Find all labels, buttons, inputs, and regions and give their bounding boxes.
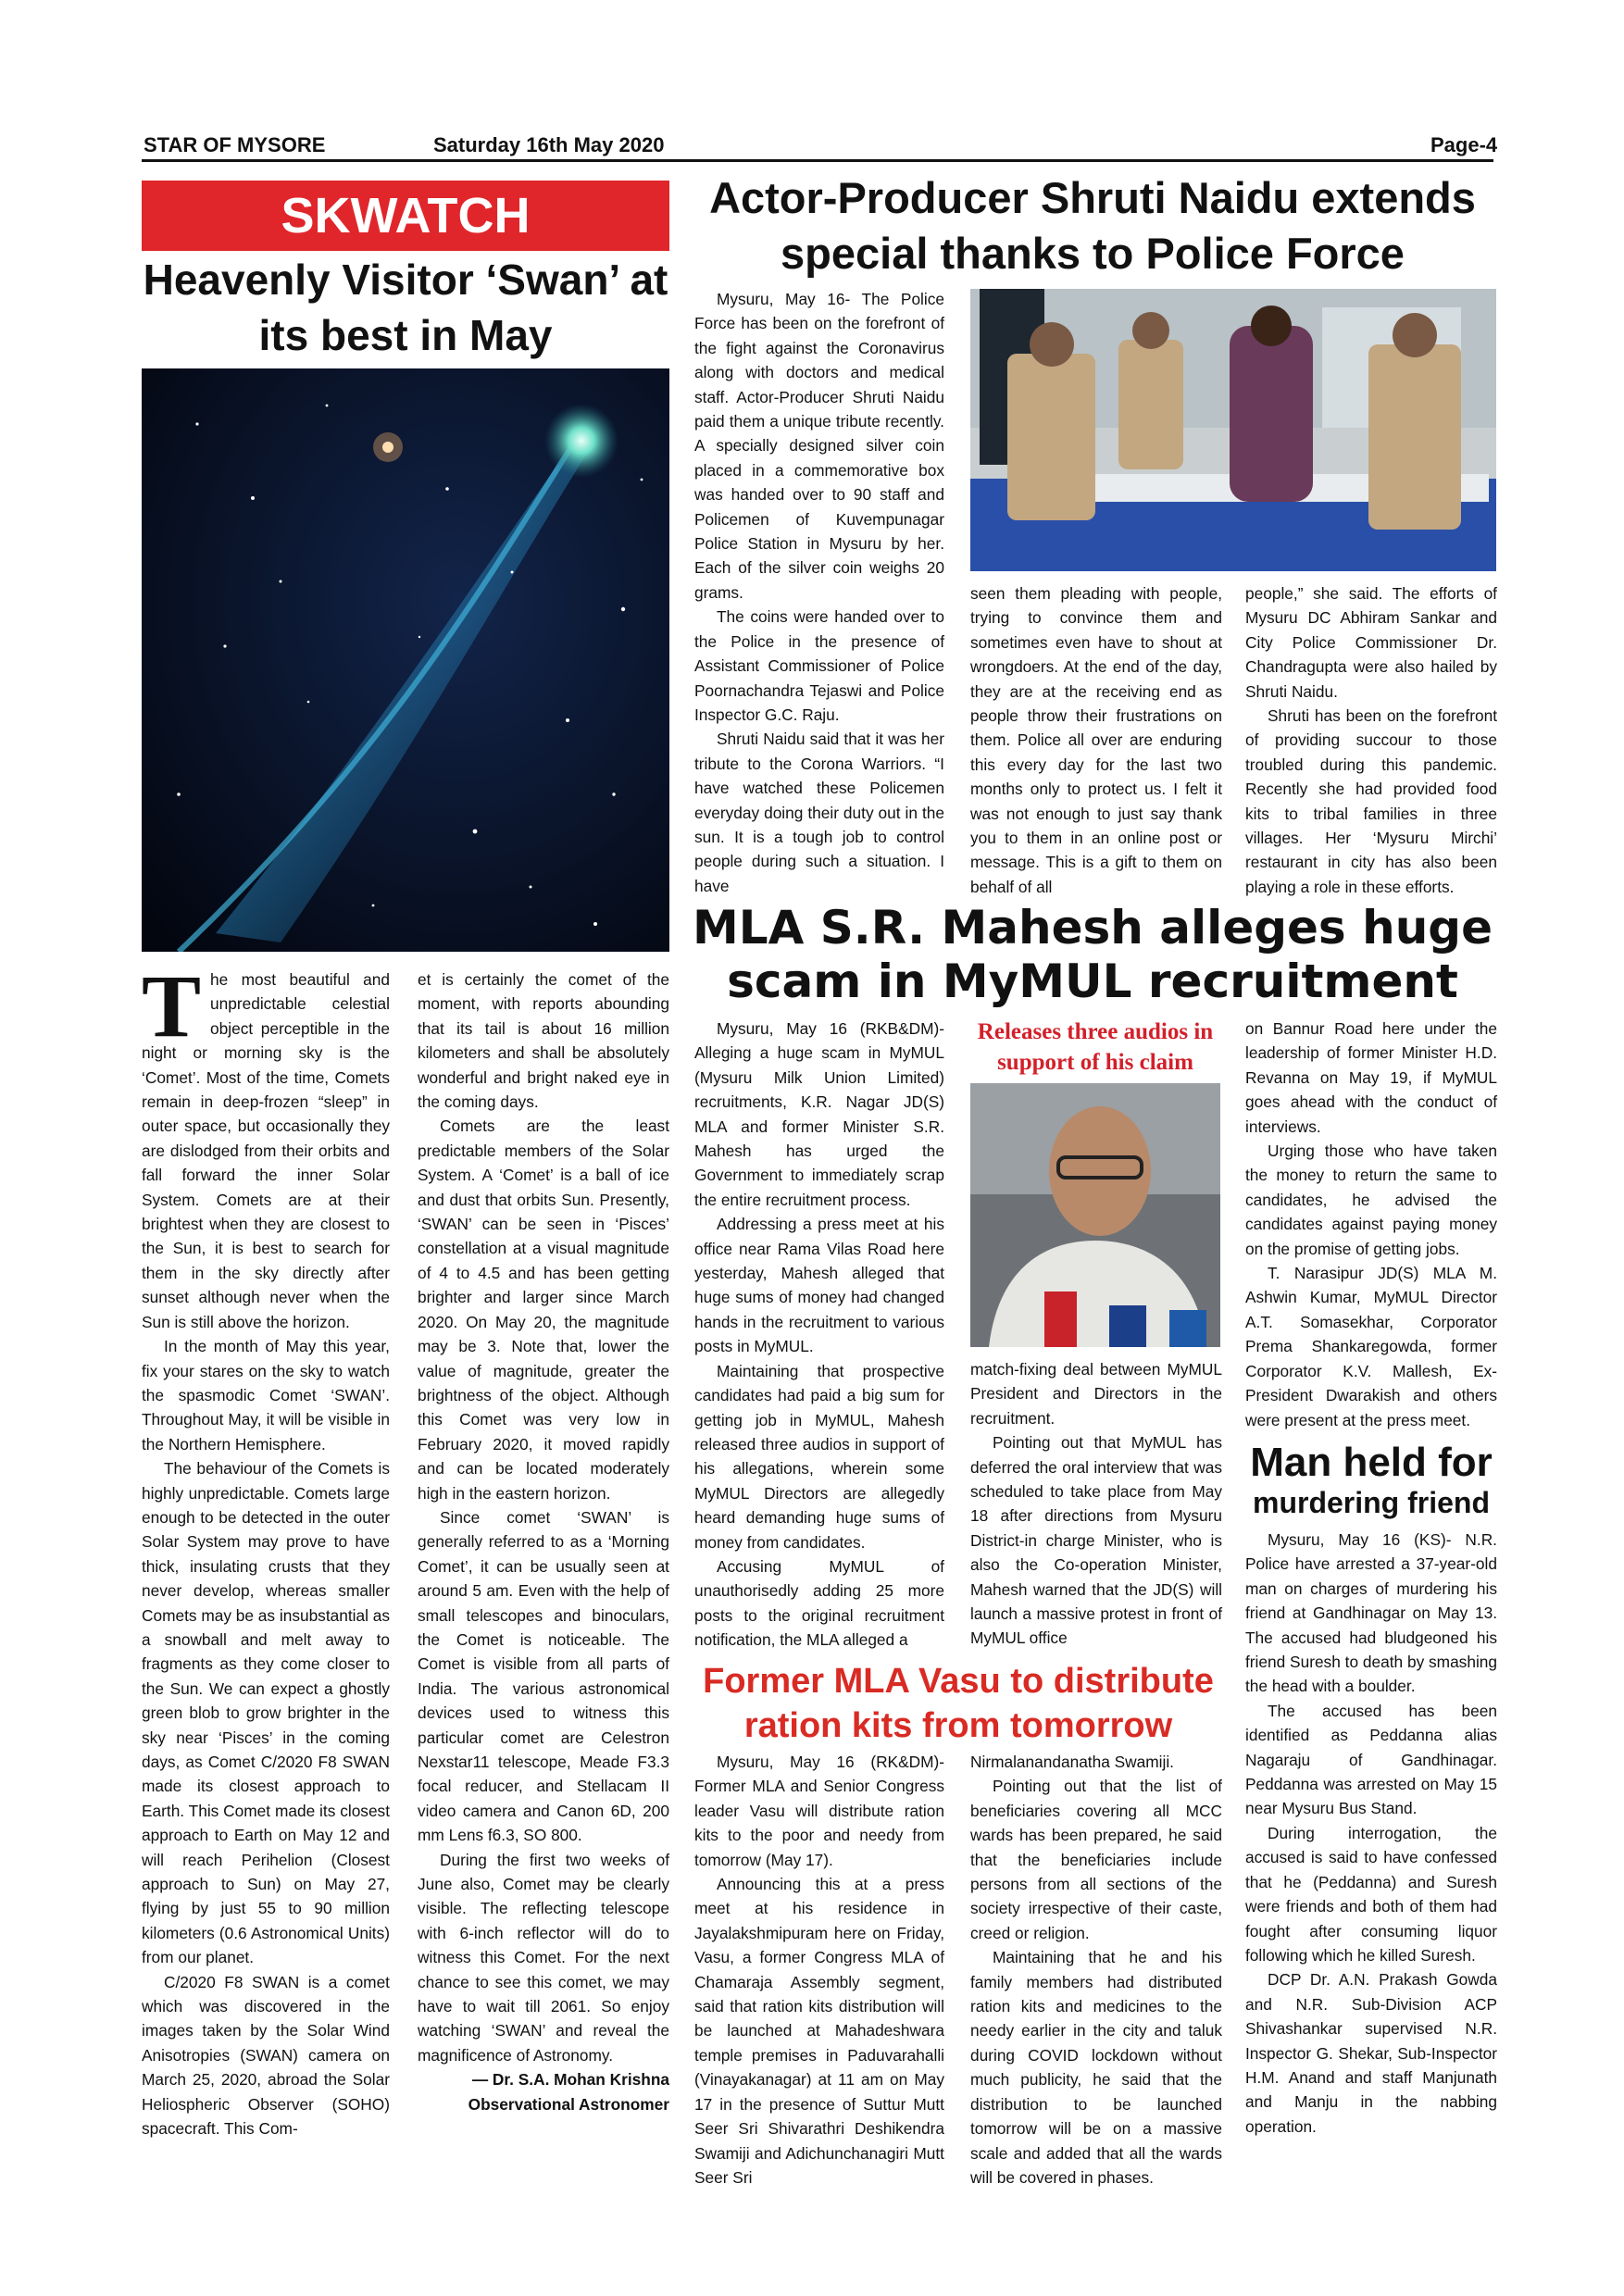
shruti-col2-p1: seen them pleading with people, trying to convince them and sometimes even have to shout at wrongdoers. At the end of the day, they are at the receiving end as people throw their frustrations on them. Police all over are enduring this every day for the last two months only to protect us. I felt it was not enough to just say thank you to them in an online post or message. This is a gift to them on behalf of all — [970, 584, 1222, 896]
mymul-subhead: Releases three audios in support of his claim — [977, 1019, 1214, 1075]
skywatch-col1-p3: The behaviour of the Comets is highly unpredictable. Comets large enough to be detected in the outer Solar System may prove to have thick, insulating crusts that they never develop, whereas smaller Comets may be as insubstantial as a snowball and melt away to fragments as they come closer to the Sun. We can expect a ghostly green blob to grow brighter in the sky near ‘Pisces’ in the coming days, as Comet C/2020 F8 SWAN made its closest approach to Earth. This Comet made its closest approach to Earth on May 12 and will reach Perihelion (Closest approach to Sun) on May 27, flying by just 55 to 90 million kilometers (0.6 Astronomical Units) from our planet. — [142, 1459, 390, 1967]
vasu-col2-p2: Pointing out that the list of beneficiaries covering all MCC wards has been prepared, he said that the beneficiaries include persons from all sections of the society irrespective of their caste, creed or religion. — [970, 1777, 1222, 1942]
masthead-page: Page-4 — [1430, 133, 1498, 156]
mymul-col2-p1: match-fixing deal between MyMUL President and Directors in the recruitment. — [970, 1360, 1222, 1428]
shruti-col3 — [1245, 581, 1497, 899]
vasu-col2-p3: Maintaining that he and his family members had distributed ration kits and medicines to the needy earlier in the city and taluk during COVID lockdown without much publicity, he said that the distribution to be launched tomorrow will be on a massive scale and added that all the wards will be covered in phases. — [970, 1948, 1222, 2187]
murder-p4: DCP Dr. A.N. Prakash Gowda and N.R. Sub-Division ACP Shivashankar supervised N.R. Inspector G. Shekar, Sub-Inspector H.M. Anand and staff Manjunath and Manju in the nabbing operation. — [1245, 1970, 1497, 2136]
skywatch-byline-title: Observational Astronomer — [468, 2094, 669, 2114]
murder-p2: The accused has been identified as Peddanna alias Nagaraju of Gandhinagar. Peddanna was arrested on May 15 near Mysuru Bus Stand. — [1245, 1701, 1497, 1818]
skywatch-col1-p1: he most beautiful and unpredictable celestial object perceptible in the night or morning sky is the ‘Comet’. Most of the time, Comets remain in deep-frozen “sleep” in outer space, but occasionally they are dislodged from their orbits and fall forward the inner Solar System. Comets are at their brightest when they are closest to the Sun, it is best to search for them in the sky directly after sunset although never when the Sun is still above the horizon. — [142, 970, 390, 1331]
shruti-col1-p1: Mysuru, May 16- The Police Force has been on the forefront of the fight against the Coronavirus along with doctors and medical staff. Actor-Producer Shruti Naidu paid them a unique tribute recently. A specially designed silver coin placed in a commemorative box was handed over to 90 staff and Policemen of Kuvempunagar Police Station in Mysuru by her. Each of the silver coin weighs 20 grams. — [694, 290, 944, 602]
masthead-paper: STAR OF MYSORE — [144, 133, 326, 156]
skywatch-col2-p1: et is certainly the comet of the moment, with reports abounding that its tail is about 16 million kilometers and shall be absolutely wonderful and bright naked eye in the coming days. — [418, 970, 669, 1112]
vasu-col1-p2: Announcing this at a press meet at his residence in Jayalakshmipuram here on Friday, Vasu, a former Congress MLA of Chamaraja Assembly segment, said that ration kits distribution will be launched at Mahadeshwara temple premises in Paduvarahalli (Vinayakanagar) at 11 am on May 17 in the presence of Suttur Mutt Seer Sri Shivarathri Deshikendra Swamiji and Adichunchanagiri Mutt Seer Sri — [694, 1875, 944, 2187]
police-photo — [970, 289, 1496, 571]
shruti-col1 — [694, 287, 944, 898]
skywatch-col2 — [418, 967, 669, 2116]
shruti-headline: Actor-Producer Shruti Naidu extends special thanks to Police Force — [709, 173, 1476, 278]
shruti-col1-p3: Shruti Naidu said that it was her tribute to the Corona Warriors. “I have watched these Policemen everyday doing their duty out in the sun. It is a tough job to control people during such a situation. I have — [694, 730, 944, 895]
murder-headline-2: murdering friend — [1252, 1486, 1490, 1519]
skywatch-headline: Heavenly Visitor ‘Swan’ at its best in May — [143, 256, 668, 359]
vasu-col2 — [970, 1750, 1222, 2190]
mymul-col1-p1: Mysuru, May 16 (RKB&DM)- Alleging a huge scam in MyMUL (Mysuru Milk Union Limited) recruitments, K.R. Nagar JD(S) MLA and former Minister S.R. Mahesh has urged the Government to immediately scrap the entire recruitment process. — [694, 1019, 944, 1209]
shruti-col3-p1: people,” she said. The efforts of Mysuru DC Abhiram Sankar and City Police Commissioner Dr. Chandragupta were also hailed by Shruti Naidu. — [1245, 584, 1497, 701]
murder-headline-1: Man held for — [1250, 1440, 1493, 1485]
vasu-col2-p1: Nirmalanandanatha Swamiji. — [970, 1753, 1174, 1771]
skywatch-col1-p4: C/2020 F8 SWAN is a comet which was discovered in the images taken by the Solar Wind Anisotropies (SWAN) camera on March 25, 2020, abroad the Solar Heliospheric Observer (SOHO) spacecraft. This Com- — [142, 1972, 390, 2139]
mymul-col1 — [694, 1017, 944, 1653]
mymul-col3 — [1245, 1017, 1497, 1432]
masthead-date: Saturday 16th May 2020 — [433, 133, 665, 156]
skywatch-col1 — [142, 956, 390, 2141]
mymul-col1-p3: Maintaining that prospective candidates had paid a big sum for getting job in MyMUL, Mahesh released three audios in support of his allegations, wherein some MyMUL Directors are allegedly heard demanding huge sums of money from candidates. — [694, 1361, 944, 1552]
skywatch-col2-p4: During the first two weeks of June also, Comet may be clearly visible. The reflecting telescope with 6-inch reflector will do to witness this Comet. For the next chance to see this comet, we may have to wait till 2061. So enjoy watching ‘SWAN’ and reveal the magnificence of Astronomy. — [418, 1850, 669, 2065]
skywatch-col1-p2: In the month of May this year, fix your stares on the sky to watch the spasmodic Comet ‘SWAN’. Throughout May, it will be visible in the Northern Hemisphere. — [142, 1337, 390, 1454]
skywatch-dropcap: T — [142, 956, 202, 1055]
mymul-col1-p4: Accusing MyMUL of unauthorisedly adding 25 more posts to the original recruitment notification, the MLA alleged a — [694, 1556, 944, 1650]
skywatch-label: SKWATCH — [281, 188, 531, 243]
comet-photo — [142, 368, 669, 952]
vasu-headline: Former MLA Vasu to distribute ration kits from tomorrow — [703, 1662, 1214, 1745]
mahesh-photo — [970, 1083, 1220, 1347]
skywatch-col2-p2: Comets are the least predictable members of the Solar System. A ‘Comet’ is a ball of ice and dust that orbits Sun. Presently, ‘SWAN’ can be seen in ‘Pisces’ constellation at a visual magnitude of 4 to 4.5 and has been getting brighter and larger since March 2020. On May 20, the magnitude may be 3. Note that, lower the value of magnitude, greater the brightness of the object. Although this Comet was very low in February 2020, it moved rapidly and can be located moderately high in the eastern horizon. — [418, 1117, 669, 1503]
mymul-headline: MLA S.R. Mahesh alleges huge scam in MyMUL recruitment — [692, 901, 1493, 1008]
murder-p3: During interrogation, the accused is said to have confessed that he (Peddanna) and Suresh were friends and both of them had fought after consuming liquor following which he killed Suresh. — [1245, 1823, 1497, 1965]
mymul-col3-p3: T. Narasipur JD(S) MLA M. Ashwin Kumar, MyMUL Director A.T. Somasekhar, Corporator Prema Shankaregowda, former Corporator K.V. Mallesh, Ex-President Dwarakish and others were present at the press meet. — [1245, 1264, 1497, 1429]
vasu-col1-p1: Mysuru, May 16 (RK&DM)- Former MLA and Senior Congress leader Vasu will distribute ration kits to the poor and needy from tomorrow (May 17). — [694, 1753, 944, 1869]
mymul-col3-p2: Urging those who have taken the money to return the same to candidates, he advised the candidates against paying money on the promise of getting jobs. — [1245, 1142, 1497, 1258]
mymul-col1-p2: Addressing a press meet at his office near Rama Vilas Road here yesterday, Mahesh alleged that huge sums of money had changed hands in the recruitment to various posts in MyMUL. — [694, 1215, 944, 1356]
mymul-col3-p1: on Bannur Road here under the leadership of former Minister H.D. Revanna on May 19, if MyMUL goes ahead with the conduct of interviews. — [1245, 1019, 1497, 1136]
shruti-col3-p2: Shruti has been on the forefront of providing succour to those troubled during this pandemic. Recently she had provided food kits to tribal families in three villages. Her ‘Mysuru Mirchi’ restaurant in city has also been playing a role in these efforts. — [1245, 706, 1497, 896]
masthead-rule — [142, 159, 1493, 162]
murder-col — [1245, 1528, 1497, 2139]
mymul-col2 — [970, 1357, 1222, 1651]
skywatch-byline: — Dr. S.A. Mohan Krishna — [471, 2070, 669, 2090]
shruti-col1-p2: The coins were handed over to the Police in the presence of Assistant Commissioner of Police Poornachandra Tejaswi and Police Inspector G.C. Raju. — [694, 607, 944, 724]
mymul-col2-p2: Pointing out that MyMUL has deferred the oral interview that was scheduled to take place from May 18 after directions from Mysuru District-in charge Minister, who is also the Co-operation Minister, Mahesh warned that the JD(S) will launch a massive protest in front of MyMUL office — [970, 1433, 1222, 1648]
skywatch-col2-p3: Since comet ‘SWAN’ is generally referred to as a ‘Morning Comet’, it can be usually seen at around 5 am. Even with the help of small telescopes and binoculars, the Comet is noticeable. The Comet is visible from all parts of India. The various astronomical devices used to witness this particular comet are Celestron Nexstar11 telescope, Meade F3.3 focal reducer, and Stellacam II video camera and Canon 6D, 200 mm Lens f6.3, SO 800. — [418, 1507, 669, 1845]
murder-p1: Mysuru, May 16 (KS)- N.R. Police have arrested a 37-year-old man on charges of murdering his friend at Gandhinagar on May 13. The accused had bludgeoned his friend Suresh to death by smashing the head with a boulder. — [1245, 1530, 1497, 1696]
shruti-col2 — [970, 581, 1222, 899]
vasu-col1 — [694, 1750, 944, 2190]
